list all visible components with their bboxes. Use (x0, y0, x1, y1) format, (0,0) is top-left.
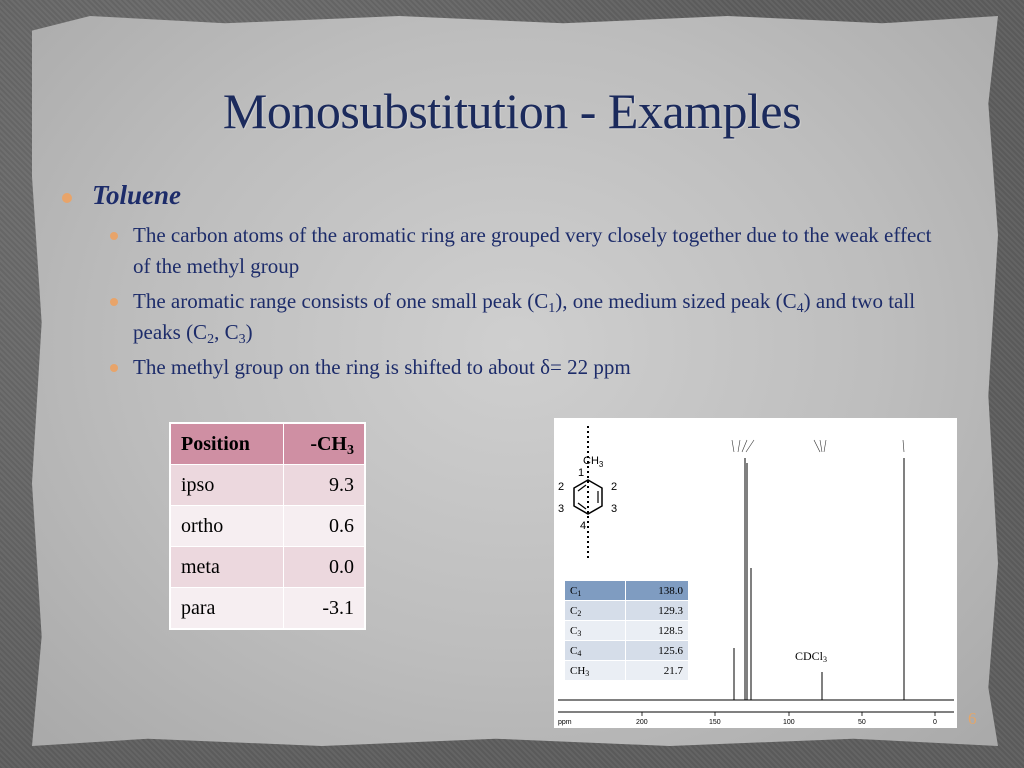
bullet-dot-icon (110, 298, 118, 306)
solvent-peak-label: CDCl$_3$ (795, 649, 828, 664)
table-row (171, 506, 365, 547)
table-cell: $C_4$ (565, 641, 626, 661)
table-row (565, 581, 689, 601)
table-row (171, 465, 365, 506)
table-cell: 129.3 (626, 601, 689, 621)
atom-number: 2 (558, 481, 565, 493)
table-cell: $C_2$ (565, 601, 626, 621)
atom-number: 1 (578, 467, 585, 479)
axis-tick-label: 150 (709, 719, 721, 726)
table-row (171, 547, 365, 588)
nmr-spectrum-image (554, 418, 957, 728)
axis-tick-label: 200 (636, 719, 648, 726)
sub-bullet-text: The methyl group on the ring is shifted to about δ= 22 ppm (133, 355, 631, 379)
table-header-ch3: $-CH_3$ (284, 424, 365, 465)
atom-number: 3 (611, 503, 618, 515)
table-cell: meta (171, 547, 284, 588)
table-cell: 0.6 (284, 506, 365, 547)
table-cell: 9.3 (284, 465, 365, 506)
table-cell: -3.1 (284, 588, 365, 629)
axis-ticks (642, 712, 935, 716)
slide-page-number: 6 (968, 709, 977, 728)
bullet-dot-icon (110, 232, 118, 240)
sub-bullet-2 (62, 286, 953, 348)
sub-bullet-3 (62, 352, 953, 383)
table-cell: 21.7 (626, 661, 689, 681)
ring-double-bond (578, 503, 586, 509)
table-cell: 128.5 (626, 621, 689, 641)
table-cell: ortho (171, 506, 284, 547)
table-cell: 125.6 (626, 641, 689, 661)
spectrum-drawing (554, 418, 957, 728)
table-row (171, 588, 365, 629)
table-cell: ipso (171, 465, 284, 506)
axis-tick-label: 0 (933, 719, 937, 726)
table-row (565, 661, 689, 681)
bullet-dot-icon (110, 364, 118, 372)
sub-bullet-text: The carbon atoms of the aromatic ring are grouped very closely together due to the weak effect of the methyl group (133, 223, 932, 278)
chemical-shift-table (564, 580, 689, 681)
peak-label-leaders (732, 440, 904, 452)
table-row (565, 601, 689, 621)
axis-unit-label: ppm (558, 719, 572, 726)
bullet-main-text: Toluene (92, 180, 182, 210)
substituent-position-table (170, 423, 365, 629)
atom-number: 3 (558, 503, 565, 515)
table-cell: $C_1$ (565, 581, 626, 601)
bullet-list (62, 180, 962, 387)
table-row (565, 641, 689, 661)
table-cell: 138.0 (626, 581, 689, 601)
sub-bullet-text: The aromatic range consists of one small peak $(C_1)$, one medium sized peak $(C_4)$ and two tall peaks ($C_2$, $C_3$) (133, 289, 916, 347)
table-row (565, 621, 689, 641)
slide-title: Monosubstitution - Examples (222, 83, 802, 139)
axis-tick-label: 50 (858, 719, 866, 726)
sub-bullet-1 (62, 220, 953, 282)
table-cell: 0.0 (284, 547, 365, 588)
table-cell: para (171, 588, 284, 629)
atom-number: 4 (580, 520, 587, 532)
axis-tick-label: 100 (783, 719, 795, 726)
structure-ch3-label: $CH_3$ (583, 455, 604, 469)
table-header-position: Position (171, 424, 284, 465)
atom-number: 2 (611, 481, 618, 493)
bullet-toluene (62, 180, 962, 220)
ring-double-bond (578, 485, 586, 491)
table-cell: $CH_3$ (565, 661, 626, 681)
table-cell: $C_3$ (565, 621, 626, 641)
bullet-dot-icon (62, 193, 72, 203)
